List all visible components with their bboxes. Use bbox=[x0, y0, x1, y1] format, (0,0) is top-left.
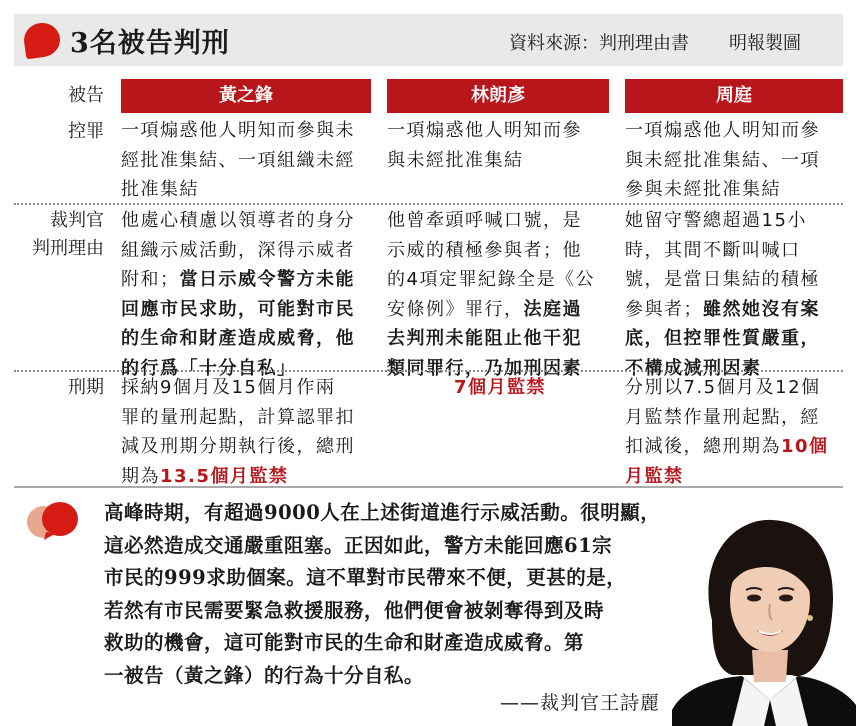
reasons-cell-1 bbox=[121, 206, 375, 383]
text-line bbox=[625, 432, 847, 462]
text-line bbox=[121, 324, 375, 354]
text-line: 罪的量刑起點，計算認罪扣 bbox=[121, 406, 355, 428]
text-line: 一項煽惑他人明知而參 bbox=[625, 120, 820, 141]
text-line: 時，其間不斷叫喊口 bbox=[625, 239, 801, 261]
charges-cell-3 bbox=[625, 116, 847, 205]
sentence-highlight: 10個 bbox=[781, 436, 829, 457]
bold-text-span: 去判刑未能阻止他干犯 bbox=[387, 328, 582, 349]
bold-text-span: 的生命和財產造成威脅，他 bbox=[121, 328, 355, 349]
text-span: 期為 bbox=[121, 465, 160, 487]
source-text: 資料來源：判刑理由書 bbox=[509, 33, 689, 54]
row-label-sentence: 刑期 bbox=[68, 377, 104, 398]
row-label-charges: 控罪 bbox=[68, 121, 104, 142]
page-title: 3名被告判刑 bbox=[70, 28, 230, 59]
sentence-cell-2 bbox=[387, 373, 613, 403]
text-line bbox=[625, 295, 847, 325]
sentence-highlight: 7個月監禁 bbox=[453, 377, 547, 398]
reasons-cell-3 bbox=[625, 206, 847, 383]
row-label-line: 裁判官 bbox=[50, 210, 104, 231]
text-span: 附和； bbox=[121, 269, 180, 290]
bold-text-span: 雖然她沒有案 bbox=[703, 298, 820, 320]
sentence-highlight: 13.5個月監禁 bbox=[160, 465, 289, 487]
bold-text-span: 不構成減刑因素 bbox=[625, 357, 762, 379]
bold-text-span: 法庭過 bbox=[523, 298, 582, 320]
text-span: 扣減後，總刑期為 bbox=[625, 436, 781, 457]
quote-line: 高峰時期，有超過9000人在上述街道進行示威活動。很明顯， bbox=[104, 501, 661, 524]
row-label-line: 判刑理由 bbox=[32, 238, 104, 259]
text-line: 他曾牽頭呼喊口號，是 bbox=[387, 210, 582, 231]
column-header-defendant: 被告 bbox=[68, 85, 104, 106]
text-line: 組織示威活動，深得示威者 bbox=[121, 239, 355, 261]
judge-quote bbox=[104, 497, 692, 692]
quote-mark-icon bbox=[24, 500, 84, 540]
charges-cell-2 bbox=[387, 116, 613, 175]
source-line bbox=[509, 29, 801, 55]
table-bottom-border bbox=[14, 486, 843, 488]
text-line: 分別以7.5個月及12個 bbox=[625, 377, 821, 398]
quote-line: 市民的999求助個案。這不單對市民帶來不便，更甚的是， bbox=[104, 566, 627, 589]
text-line bbox=[387, 324, 613, 354]
bold-text-span: 底，但控罪性質嚴重， bbox=[625, 328, 820, 349]
text-line: 一項煽惑他人明知而參與未 bbox=[121, 120, 355, 141]
row-divider bbox=[14, 370, 843, 372]
row-label-reasons bbox=[14, 207, 104, 263]
quote-line: 這必然造成交通嚴重阻塞。正因如此，警方未能回應61宗 bbox=[104, 533, 613, 557]
sentence-cell-1 bbox=[121, 373, 375, 491]
text-line: 月監禁作量刑起點，經 bbox=[625, 406, 820, 428]
sentence-highlight: 月監禁 bbox=[625, 465, 684, 487]
text-line: 經批准集結、一項組織未經 bbox=[121, 149, 355, 171]
text-line: 批准集結 bbox=[121, 179, 199, 200]
text-line: 的4項定罪紀錄全是《公 bbox=[387, 269, 595, 290]
quote-attribution: ——裁判官王詩麗 bbox=[500, 692, 661, 714]
text-line bbox=[121, 265, 375, 295]
bold-text-span: 的行爲「十分自私」 bbox=[121, 357, 297, 379]
text-line bbox=[625, 324, 847, 354]
magistrate-portrait bbox=[672, 500, 856, 726]
text-line bbox=[121, 295, 375, 325]
credit-text: 明報製圖 bbox=[729, 33, 801, 54]
text-line: 與未經批准集結、一項 bbox=[625, 149, 820, 171]
header-bar bbox=[14, 14, 843, 66]
text-line: 示威的積極參與者；他 bbox=[387, 239, 582, 261]
column-header-joshua-wong: 黃之鋒 bbox=[121, 79, 371, 113]
text-line: 他處心積慮以領導者的身分 bbox=[121, 210, 355, 231]
reasons-cell-2 bbox=[387, 206, 613, 383]
bold-text-span: 當日示威令警方未能 bbox=[179, 269, 355, 290]
text-line: 號，是當日集結的積極 bbox=[625, 269, 820, 290]
text-span: 參與者； bbox=[625, 298, 703, 320]
text-line: 與未經批准集結 bbox=[387, 149, 524, 171]
bold-text-span: 回應市民求助，可能對市民 bbox=[121, 298, 355, 320]
charges-cell-1 bbox=[121, 116, 375, 205]
text-line: 一項煽惑他人明知而參 bbox=[387, 120, 582, 141]
text-line: 她留守警總超過15小 bbox=[625, 210, 807, 231]
sentence-cell-3 bbox=[625, 373, 847, 491]
text-line: 採納9個月及15個月作兩 bbox=[121, 377, 336, 398]
red-bullet-icon bbox=[22, 21, 62, 60]
column-header-ivan-lam: 林朗彥 bbox=[387, 79, 609, 113]
bold-text-span: 類同罪行，乃加刑因素 bbox=[387, 357, 582, 379]
row-divider bbox=[14, 203, 843, 205]
text-span: 安條例》罪行， bbox=[387, 298, 524, 320]
quote-line: 救助的機會，這可能對市民的生命和財產造成威脅。第 bbox=[104, 631, 585, 654]
text-line bbox=[387, 295, 613, 325]
quote-line: 若然有市民需要緊急救援服務，他們便會被剝奪得到及時 bbox=[104, 598, 605, 622]
column-header-agnes-chow: 周庭 bbox=[625, 79, 843, 113]
quote-line: 一被告（黃之鋒）的行為十分自私。 bbox=[104, 663, 425, 687]
text-line: 減及刑期分期執行後，總刑 bbox=[121, 436, 355, 457]
text-line: 參與未經批准集結 bbox=[625, 179, 781, 200]
